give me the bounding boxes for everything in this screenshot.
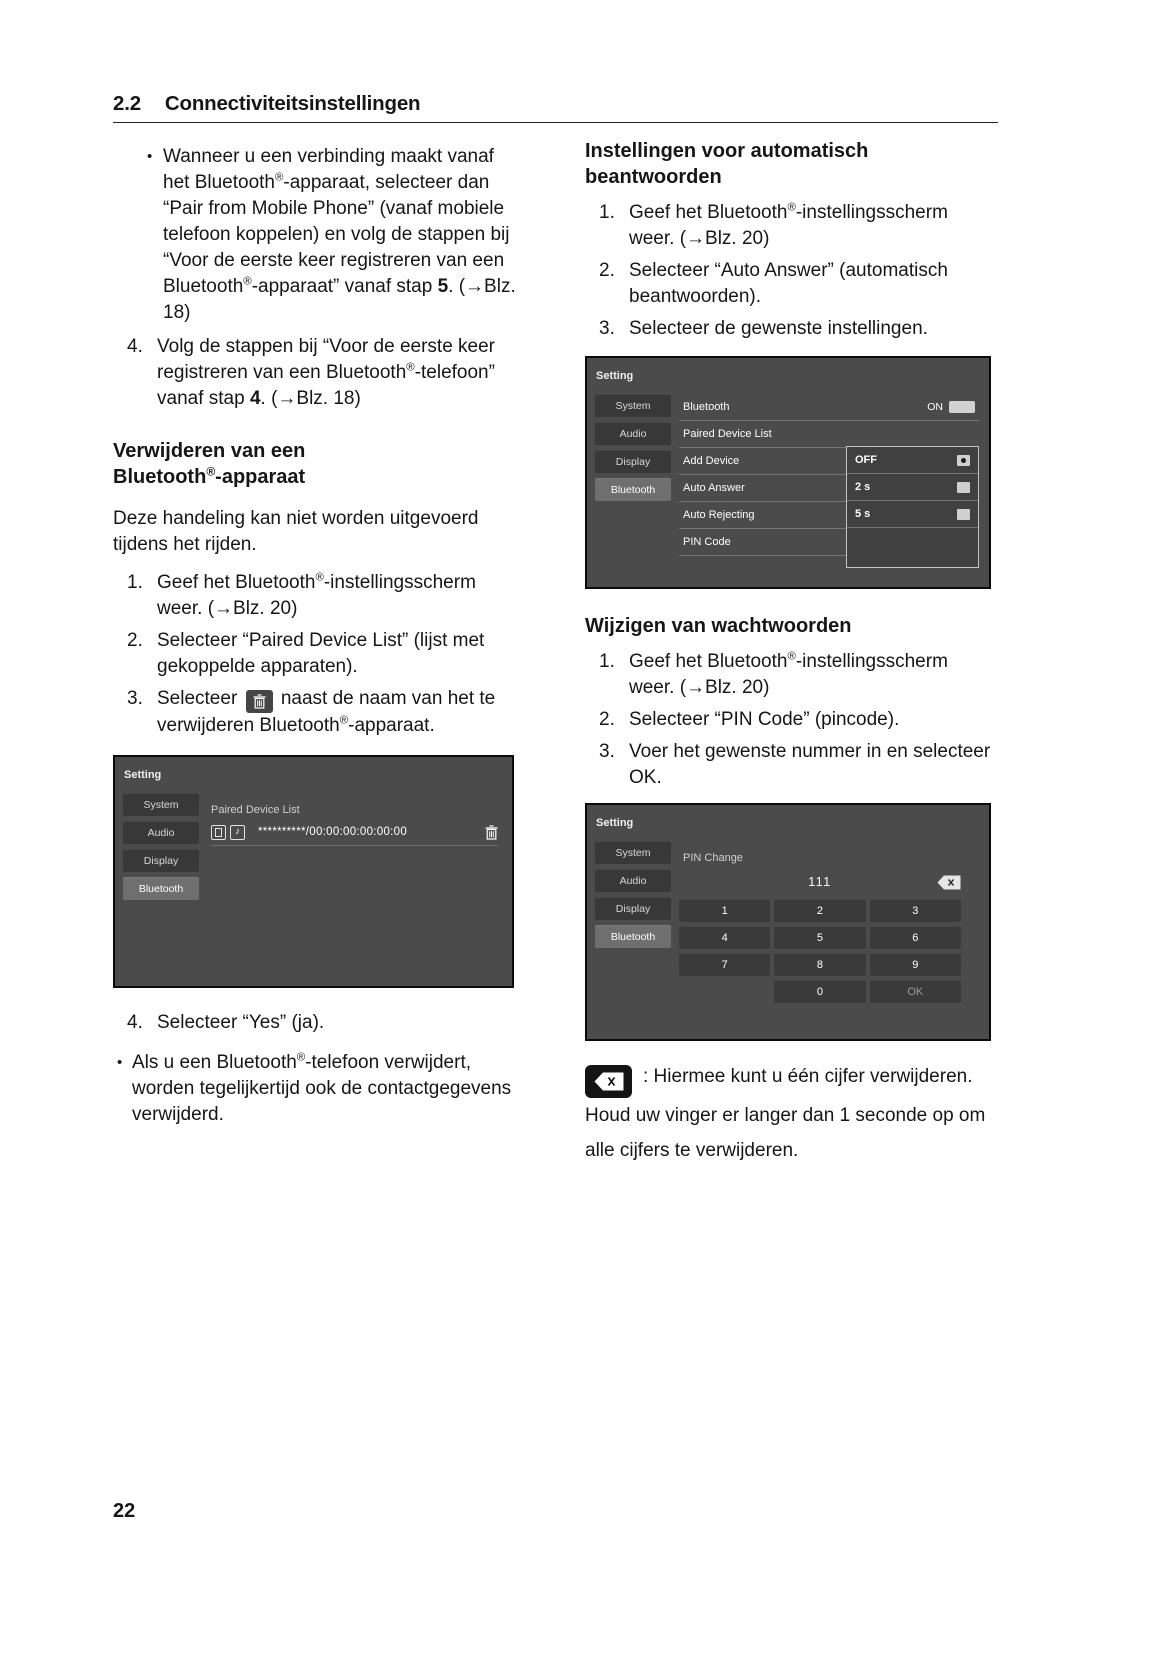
text-segment: -apparaat [215, 466, 306, 488]
screen-title: Setting [596, 370, 634, 382]
step-item-2 [585, 258, 997, 310]
paired-device-row[interactable] [211, 819, 498, 846]
section-header [113, 92, 420, 116]
text-segment: Volg de stappen bij “Voor de eerste keer registreren van een Bluetooth [157, 336, 496, 383]
list-number: 1. [599, 202, 615, 223]
delete-device-trash-icon[interactable] [485, 825, 498, 840]
page-number: 22 [113, 1500, 136, 1522]
note-text: : Hiermee kunt u één cijfer verwijderen. Houd uw vinger er langer dan 1 seconde op om alle cijfers te verwijderen. [585, 1066, 986, 1161]
text-segment: -apparaat” vanaf stap [251, 276, 438, 297]
pin-value: 111 [808, 875, 832, 889]
left-column [113, 138, 518, 1128]
screenshot-auto-answer [585, 356, 991, 589]
registered-mark: ® [787, 201, 796, 214]
step-item-1 [585, 649, 997, 701]
bullet-item-pair-from-phone [113, 144, 518, 326]
numeric-keypad [679, 899, 961, 1003]
registered-mark: ® [339, 714, 349, 727]
key-8[interactable]: 8 [774, 953, 865, 976]
trash-icon [246, 690, 273, 713]
heading-remove-bluetooth-device [113, 438, 518, 490]
list-number: 2. [599, 260, 615, 281]
option-5s[interactable] [847, 501, 978, 528]
text-segment: Als u een Bluetooth [132, 1052, 297, 1073]
registered-mark: ® [787, 650, 796, 663]
text-segment: Wanneer u een verbinding maakt vanaf het Bluetooth [163, 146, 494, 193]
screen-sidebar [595, 841, 671, 953]
option-label: 5 s [855, 508, 871, 520]
option-label: OFF [855, 454, 877, 466]
registered-mark: ® [315, 571, 324, 584]
sidebar-button-audio[interactable]: Audio [123, 821, 199, 844]
registered-mark: ® [274, 171, 284, 184]
text-segment: -instellingsscherm weer. (→Blz. 20) [629, 651, 948, 698]
text-segment: Geef het Bluetooth [629, 202, 788, 223]
heading-auto-answer-settings [585, 138, 997, 190]
key-9[interactable]: 9 [870, 953, 961, 976]
menu-label: Auto Answer [683, 482, 745, 494]
option-2s[interactable] [847, 474, 978, 501]
screenshot-pin-change [585, 803, 991, 1041]
list-number: 2. [599, 709, 615, 730]
bullet-text [163, 144, 518, 326]
list-number: 1. [599, 651, 615, 672]
device-name: **********/00:00:00:00:00:00 [258, 826, 408, 838]
step-item-1 [113, 570, 518, 622]
list-number: 3. [127, 688, 143, 709]
text-segment: -telefoon” vanaf stap [157, 362, 495, 409]
step-reference: 4 [249, 388, 261, 409]
text-segment: -apparaat. [348, 715, 435, 736]
phone-device-icon [211, 825, 226, 840]
sidebar-button-system[interactable]: System [595, 394, 671, 417]
text-segment: Geef het Bluetooth [157, 572, 316, 593]
screen-section-label: PIN Change [683, 852, 743, 864]
registered-mark: ® [296, 1051, 306, 1064]
text-segment: Verwijderen van een [113, 440, 306, 462]
step-text: Selecteer “Yes” (ja). [157, 1012, 325, 1033]
text-segment: Geef het Bluetooth [629, 651, 788, 672]
list-number: 2. [127, 630, 143, 651]
text-segment: -instellingsscherm weer. (→Blz. 20) [629, 202, 948, 249]
key-3[interactable]: 3 [870, 899, 961, 922]
screen-title: Setting [596, 817, 634, 829]
menu-label: Bluetooth [683, 401, 730, 413]
option-label: 2 s [855, 481, 871, 493]
bullet-text [132, 1050, 518, 1128]
sidebar-button-display[interactable]: Display [123, 849, 199, 872]
step-item-3 [585, 316, 997, 342]
sidebar-button-system[interactable]: System [123, 793, 199, 816]
list-number: 3. [599, 741, 615, 762]
radio-unselected-icon[interactable] [957, 509, 970, 520]
bluetooth-on-label: ON [927, 401, 943, 413]
menu-item-bluetooth[interactable] [679, 394, 979, 421]
section-title: Connectiviteitsinstellingen [164, 92, 421, 115]
step-text: Selecteer de gewenste instellingen. [629, 318, 928, 339]
step-text: Selecteer “Auto Answer” (automatisch beantwoorden). [629, 260, 948, 307]
menu-label: Auto Rejecting [683, 509, 755, 521]
bullet-item-contacts-removed [113, 1050, 518, 1128]
step-item-2 [113, 628, 518, 680]
text-segment: -apparaat, selecteer dan “Pair from Mobile Phone” (vanaf mobiele telefoon koppelen) en volg de stappen bij “Voor de eerste keer registreren van een Bluetooth [163, 172, 510, 297]
step-reference: 5 [437, 276, 449, 297]
sidebar-button-audio[interactable]: Audio [595, 422, 671, 445]
sidebar-button-audio[interactable]: Audio [595, 869, 671, 892]
step-item-3 [113, 686, 518, 739]
pin-entry-area [679, 869, 961, 1003]
backspace-key[interactable] [937, 875, 961, 890]
screenshot-paired-device-list [113, 755, 514, 988]
step-text [157, 686, 518, 739]
step-text [629, 200, 997, 252]
step-item-1 [585, 200, 997, 252]
paragraph-driving-restriction: Deze handeling kan niet worden uitgevoerd tijdens het rijden. [113, 508, 479, 555]
step-text [157, 334, 518, 412]
bullet-marker: • [117, 1054, 123, 1071]
text-segment: naast de naam van het te verwijderen Bluetooth [157, 688, 496, 736]
screen-sidebar [595, 394, 671, 506]
sidebar-button-bluetooth[interactable]: Bluetooth [595, 925, 671, 948]
sidebar-button-bluetooth[interactable]: Bluetooth [595, 478, 671, 501]
menu-label: Add Device [683, 455, 740, 467]
key-4[interactable]: 4 [679, 926, 770, 949]
registered-mark: ® [406, 361, 415, 374]
text-segment: . (→Blz. 18) [260, 388, 361, 409]
step-text: Voer het gewenste nummer in en selecteer OK. [629, 741, 991, 788]
key-7[interactable]: 7 [679, 953, 770, 976]
key-5[interactable]: 5 [774, 926, 865, 949]
screen-title: Setting [124, 769, 162, 781]
list-number: 3. [599, 318, 615, 339]
music-note-icon: ♪ [230, 825, 245, 840]
radio-selected-icon[interactable] [957, 455, 970, 466]
text-segment: . (→Blz. 18) [163, 276, 516, 323]
option-off[interactable] [847, 447, 978, 474]
list-number: 1. [127, 572, 143, 593]
text-segment: Instellingen voor automatisch [585, 140, 869, 162]
step-item-4-yes [113, 1010, 518, 1036]
backspace-note [585, 1059, 997, 1168]
ok-button[interactable]: OK [870, 980, 961, 1003]
heading-change-passwords: Wijzigen van wachtwoorden [585, 615, 852, 637]
step-text [629, 649, 997, 701]
text-segment: Selecteer [157, 688, 243, 709]
list-number: 4. [127, 1012, 143, 1033]
registered-mark: ® [206, 464, 216, 479]
menu-label: Paired Device List [683, 428, 772, 440]
sidebar-button-display[interactable]: Display [595, 897, 671, 920]
step-item-3 [585, 739, 997, 791]
key-2[interactable]: 2 [774, 899, 865, 922]
step-text: Selecteer “PIN Code” (pincode). [629, 709, 900, 730]
menu-label: PIN Code [683, 536, 731, 548]
bullet-marker: • [147, 148, 153, 165]
radio-unselected-icon[interactable] [957, 482, 970, 493]
text-segment: -instellingsscherm weer. (→Blz. 20) [157, 572, 476, 619]
step-text: Selecteer “Paired Device List” (lijst met gekoppelde apparaten). [157, 630, 485, 677]
list-number: 4. [127, 336, 143, 357]
right-column [585, 138, 997, 1168]
screen-section-label: Paired Device List [211, 804, 300, 816]
key-6[interactable]: 6 [870, 926, 961, 949]
step-item-2 [585, 707, 997, 733]
keypad-empty-cell [679, 980, 770, 1003]
pin-value-row [679, 869, 961, 894]
auto-answer-options-popup [846, 446, 979, 568]
menu-item-paired-device-list[interactable] [679, 421, 979, 448]
sidebar-button-display[interactable]: Display [595, 450, 671, 473]
text-segment: beantwoorden [585, 166, 722, 188]
text-segment: -telefoon verwijdert, worden tegelijkertijd ook de contactgegevens verwijderd. [132, 1052, 512, 1125]
registered-mark: ® [243, 275, 252, 288]
step-text [157, 570, 518, 622]
bluetooth-toggle[interactable] [949, 401, 975, 413]
screen-sidebar [123, 793, 199, 905]
backspace-icon [585, 1065, 632, 1098]
step-item-4-register [113, 334, 518, 412]
section-number: 2.2 [113, 92, 141, 115]
sidebar-button-bluetooth[interactable]: Bluetooth [123, 877, 199, 900]
header-rule [113, 122, 998, 123]
key-0[interactable]: 0 [774, 980, 865, 1003]
sidebar-button-system[interactable]: System [595, 841, 671, 864]
key-1[interactable]: 1 [679, 899, 770, 922]
text-segment: Bluetooth [113, 466, 207, 488]
